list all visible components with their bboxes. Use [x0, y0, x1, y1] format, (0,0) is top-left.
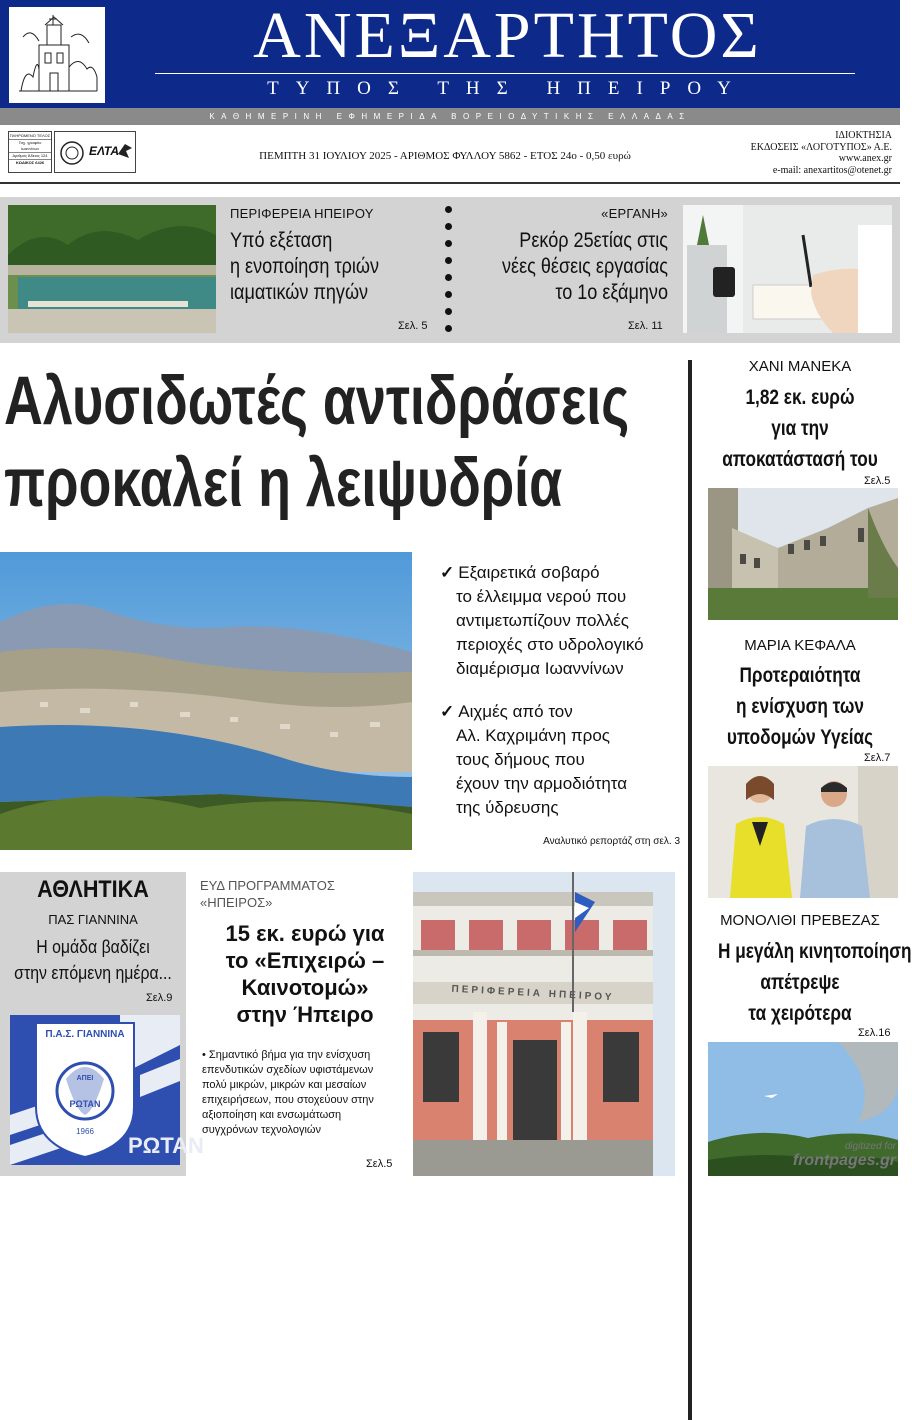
sidebar-headline-line: απέτρεψε [760, 971, 840, 994]
teaser-headline-line: Ρεκόρ 25ετίας στις [519, 229, 668, 252]
teaser-kicker: ΠΕΡΙΦΕΡΕΙΑ ΗΠΕΙΡΟΥ [230, 206, 374, 221]
teaser-kicker: «ΕΡΓΑΝΗ» [601, 206, 668, 221]
sidebar-headline[interactable] [700, 660, 900, 753]
sports-section-title: ΑΘΛΗΤΙΚΑ [37, 876, 149, 903]
crest-club-name: Π.Α.Σ. ΓΙΑΝΝΙΝΑ [45, 1029, 125, 1040]
teaser-dotted-divider [445, 206, 453, 332]
building-drawing [413, 872, 675, 1176]
sidebar-page-ref: Σελ.5 [864, 475, 891, 487]
masthead-subtitle: ΤΥΠΟΣ ΤΗΣ ΗΠΕΙΡΟΥ [267, 78, 748, 99]
masthead-title: ΑΝΕΞΑΡΤΗΤΟΣ [253, 0, 762, 72]
postage-line: ΠΛΗΡΩΜΕΝΟ ΤΕΛΟΣ [9, 133, 51, 138]
info-divider [0, 182, 900, 184]
check-icon: ✓ [440, 563, 455, 582]
teaser-page-ref: Σελ. 11 [628, 320, 663, 332]
sports-headline-line: Η ομάδα βαδίζει [36, 937, 150, 957]
postage-line: Ταχ. γραφείο Ιωαννίνων [9, 140, 51, 153]
lead-report-ref: Αναλυτικό ρεπορτάζ στη σελ. 3 [543, 836, 680, 847]
sidebar-headline-line: 1,82 εκ. ευρώ [745, 386, 855, 409]
sidebar-headline-line: η ενίσχυση των [736, 695, 864, 718]
crest-motto: ΑΠΕΙ [76, 1075, 94, 1082]
sidebar-page-ref: Σελ.7 [864, 752, 891, 764]
teaser-headline[interactable] [468, 228, 668, 306]
sidebar-kicker: ΜΑΡΙΑ ΚΕΦΑΛΑ [744, 637, 856, 654]
teaser-headline-line: νέες θέσεις εργασίας [502, 255, 668, 278]
postage-line: ΚΩΔΙΚΟΣ 6426 [15, 160, 45, 165]
teaser-page-ref: Σελ. 5 [398, 320, 428, 332]
publisher-website[interactable]: www.anex.gr [838, 153, 892, 164]
sidebar-kicker: ΧΑΝΙ ΜΑΝΕΚΑ [748, 358, 852, 375]
sidebar-headline-line: υποδομών Υγείας [726, 726, 874, 749]
sidebar-headline-line: αποκατάστασή του [722, 448, 878, 471]
newspaper-logo [8, 6, 104, 102]
crest-side-text: ΡΩΤΑΝ [128, 1133, 204, 1158]
crest-year: 1966 [76, 1127, 94, 1136]
springs-photo [8, 205, 216, 333]
digitized-watermark: digitized for frontpages.gr [792, 1141, 896, 1169]
column-divider [688, 360, 692, 1420]
bird-icon [117, 142, 133, 160]
sports-headline[interactable] [0, 934, 186, 986]
masthead-rule [155, 73, 855, 74]
teaser-headline-line: η ενοποίηση τριών [230, 255, 379, 278]
teaser-headline-line: ιαματικών πηγών [230, 281, 369, 304]
ioannina-lake-photo [0, 552, 412, 850]
sidebar-headline[interactable] [700, 936, 912, 1029]
program-headline-line: 15 εκ. ευρώ για [225, 921, 385, 946]
sidebar-page-ref: Σελ.16 [858, 1027, 891, 1039]
elta-logo-box [54, 131, 136, 173]
crest-nickname: ΡΩΤΑΝ [69, 1099, 101, 1109]
officials-photo [708, 766, 898, 898]
program-page-ref: Σελ.5 [366, 1158, 393, 1170]
lead-headline-line: προκαλεί η λειψυδρία [4, 444, 563, 521]
building-sign: ΠΕΡΙΦΕΡΕΙΑ ΗΠΕΙΡΟΥ [451, 983, 615, 1004]
check-icon: ✓ [440, 702, 455, 721]
lead-headline-line: Αλυσιδωτές αντιδράσεις [4, 362, 630, 439]
publisher-name: ΕΚΔΟΣΕΙΣ «ΛΟΓΟΤΥΠΟΣ» Α.Ε. [750, 141, 892, 153]
elta-label: ΕΛΤΑ [89, 144, 120, 158]
sidebar-headline-line: τα χειρότερα [748, 1002, 852, 1025]
sidebar-kicker: ΜΟΝΟΛΙΘΙ ΠΡΕΒΕΖΑΣ [720, 912, 880, 929]
program-headline-line: το «Επιχειρώ – [225, 948, 385, 973]
teaser-headline-line: Υπό εξέταση [230, 229, 333, 252]
teaser-headline[interactable] [230, 228, 450, 306]
sidebar-headline-line: για την [771, 417, 829, 440]
lead-bullet: ✓ Εξαιρετικά σοβαρό το έλλειμμα νερού που αντιμετωπίζουν πολλές περιοχές στο υδρολογικό διαμέρισμα Ιωαννίνων [440, 563, 644, 678]
pas-giannina-crest [10, 1015, 204, 1165]
issue-line: ΠΕΜΠΤΗ 31 ΙΟΥΛΙΟΥ 2025 - ΑΡΙΘΜΟΣ ΦΥΛΛΟΥ 5862 - ΕΤΟΣ 24ο - 0,50 ευρώ [259, 150, 631, 162]
publisher-label: ΙΔΙΟΚΤΗΣΙΑ [835, 130, 892, 141]
program-summary: • Σημαντικό βήμα για την ενίσχυση επενδυτικών σχεδίων υφιστάμενων πολύ μικρών, μικρών και μεσαίων επιχειρήσεων, που στοχεύουν στην αξιοποίηση και ενσωμάτωση συγχρόνων τεχνολογιών [202, 1049, 374, 1136]
program-headline[interactable] [200, 920, 410, 1028]
sports-page-ref: Σελ.9 [146, 992, 173, 1004]
sidebar-headline-line: Προτεραιότητα [739, 664, 861, 687]
lead-bullet: ✓ Αιχμές από τον Αλ. Καχριμάνη προς τους δήμους που έχουν την αρμοδιότητα της ύδρευσης [440, 702, 628, 817]
office-desk-photo [683, 205, 892, 333]
sports-kicker: ΠΑΣ ΓΙΑΝΝΙΝΑ [48, 912, 138, 927]
program-headline-line: στην Ήπειρο [236, 1002, 374, 1027]
regional-building-photo [413, 872, 675, 1176]
sidebar-headline[interactable] [700, 382, 900, 475]
publisher-info [700, 130, 892, 178]
program-headline-line: Καινοτομώ» [241, 975, 369, 1000]
old-building-photo [708, 488, 898, 620]
program-kicker: ΕΥΔ ΠΡΟΓΡΑΜΜΑΤΟΣ «ΗΠΕΙΡΟΣ» [200, 878, 335, 910]
lead-headline[interactable] [4, 360, 630, 530]
sports-headline-line: στην επόμενη ημέρα... [14, 963, 172, 983]
sidebar-headline-line: Η μεγάλη κινητοποίηση [718, 940, 912, 963]
publisher-email[interactable]: e-mail: anexartitos@otenet.gr [772, 164, 892, 176]
postage-paid-box [8, 131, 52, 173]
teaser-headline-line: το 1ο εξάμηνο [555, 281, 668, 304]
postage-line: Αριθμός Άδειας 124 [9, 153, 51, 160]
masthead-tagline: ΚΑΘΗΜΕΡΙΝΗ ΕΦΗΜΕΡΙΔΑ ΒΟΡΕΙΟΔΥΤΙΚΗΣ ΕΛΛΑΔΑΣ [0, 108, 900, 125]
stamp-seal-icon [59, 140, 85, 166]
